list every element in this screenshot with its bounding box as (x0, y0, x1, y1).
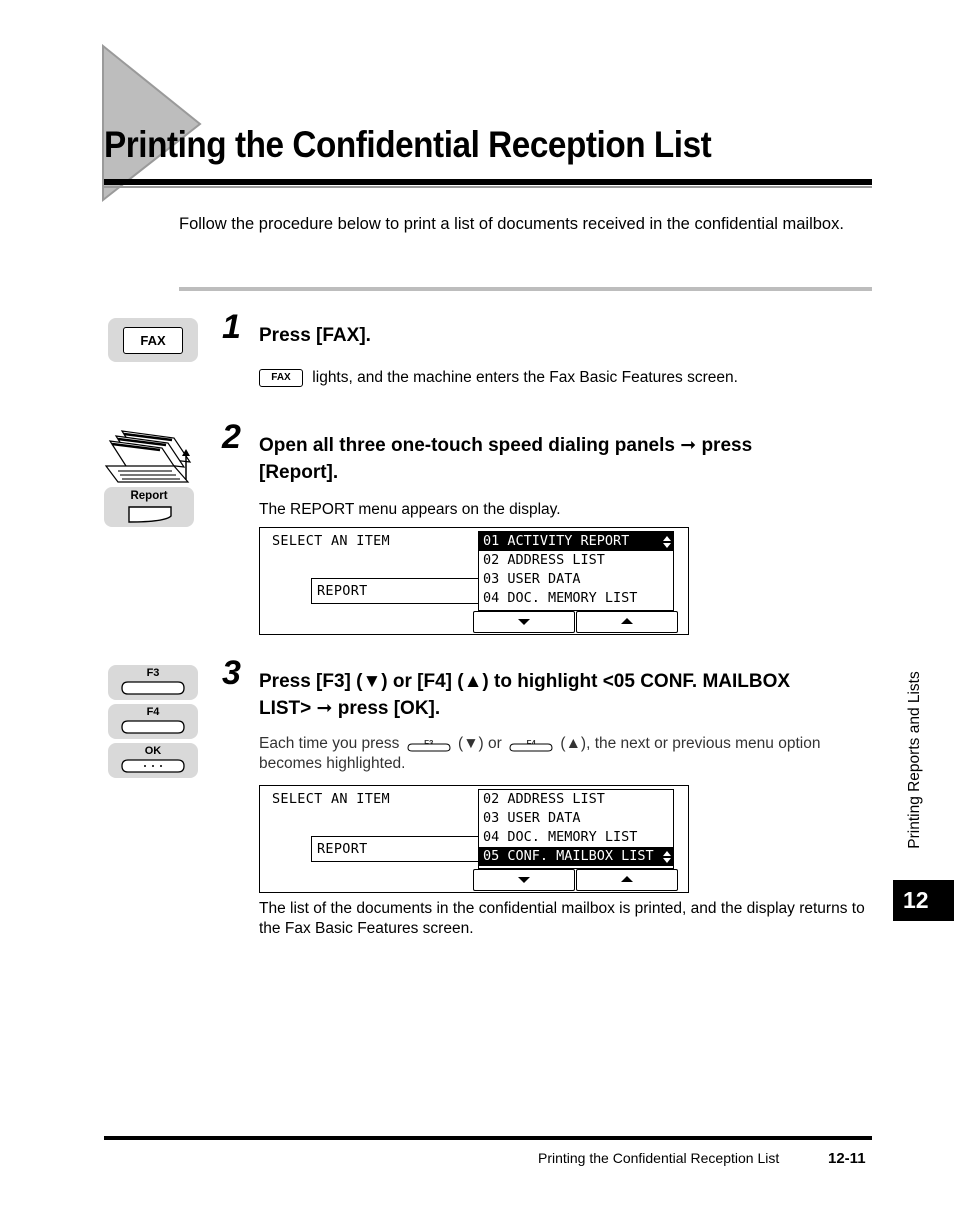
lcd-screen-report-menu (259, 527, 689, 635)
step-3-heading-b: LIST> (259, 698, 317, 719)
lcd-list-item[interactable]: 03 USER DATA (483, 571, 581, 587)
section-separator (179, 287, 872, 291)
f3-key-inline (404, 735, 454, 753)
f4-key-inline (506, 735, 556, 753)
report-key-label: Report (130, 490, 168, 502)
step-3-heading-c: press [OK]. (332, 698, 441, 719)
step-2-heading (259, 432, 859, 486)
step-1-number: 1 (222, 308, 241, 346)
title-rule (104, 179, 872, 185)
step-1-heading: Press [FAX]. (259, 325, 371, 346)
step-3-body (259, 734, 879, 774)
step-2-heading-a: Open all three one-touch speed dialing panels (259, 435, 681, 456)
step-3-body-d: becomes highlighted. (259, 755, 406, 772)
step-3-body-a: Each time you press (259, 735, 404, 752)
speed-dial-panels-icon (104, 426, 196, 484)
lcd-list-item[interactable]: 02 ADDRESS LIST (483, 552, 605, 568)
lcd-scroll-down-button[interactable] (473, 869, 575, 891)
step-3-heading (259, 668, 879, 722)
up-arrow-icon (621, 876, 633, 882)
f3-key-shape (120, 679, 186, 697)
up-arrow-icon (621, 618, 633, 624)
f3-key-illustration (108, 665, 198, 700)
page-title: Printing the Confidential Reception List (104, 124, 712, 165)
fax-key-illustration (108, 318, 198, 362)
step-2-number: 2 (222, 418, 241, 456)
lcd-list-item[interactable]: 05 CONF. MAILBOX LIST (479, 847, 673, 866)
step-2-body: The REPORT menu appears on the display. (259, 501, 561, 518)
fax-key: FAX (123, 327, 183, 354)
lcd-scroll-down-button[interactable] (473, 611, 575, 633)
lcd-screen-conf-mailbox (259, 785, 689, 893)
scroll-updown-icon (662, 535, 672, 549)
lcd-list-item[interactable]: 04 DOC. MEMORY LIST (483, 829, 638, 845)
lcd-report-field (311, 836, 481, 862)
ok-key-shape (120, 757, 186, 775)
footer-title: Printing the Confidential Reception List (538, 1150, 780, 1166)
arrow-icon: ➞ (316, 698, 333, 719)
step-2-heading-b: press (696, 435, 753, 456)
step-3-result: The list of the documents in the confidential mailbox is printed, and the display returns to the Fax Basic Features screen. (259, 900, 865, 937)
step-3-number: 3 (222, 654, 241, 692)
section-side-label: Printing Reports and Lists (906, 671, 923, 849)
lcd-report-field-text: REPORT (317, 583, 368, 599)
lcd-list-item[interactable]: 01 ACTIVITY REPORT (479, 532, 673, 551)
title-rule-shadow (104, 186, 872, 188)
lcd-report-list (478, 531, 674, 611)
ok-key-illustration (108, 743, 198, 778)
step-3-heading-a: Press [F3] (▼) or [F4] (▲) to highlight <05 CONF. MAILBOX (259, 671, 791, 692)
lcd-report-field (311, 578, 481, 604)
step-3-body-b: (▼) or (453, 735, 507, 752)
report-key-shape (127, 504, 173, 524)
footer-rule (104, 1136, 872, 1140)
lcd-report-list (478, 789, 674, 869)
f4-key-shape (120, 718, 186, 736)
chapter-tab: 12 (893, 880, 954, 921)
lcd-scroll-up-button[interactable] (576, 869, 678, 891)
step-2-heading-c: [Report]. (259, 462, 339, 483)
step-1-body (259, 368, 738, 388)
lcd-list-item[interactable]: 03 USER DATA (483, 810, 581, 826)
lcd-scroll-up-button[interactable] (576, 611, 678, 633)
down-arrow-icon (518, 877, 530, 883)
step-1-body-text: lights, and the machine enters the Fax Basic Features screen. (308, 369, 738, 386)
fax-key-inline: FAX (259, 369, 303, 387)
f4-key-illustration (108, 704, 198, 739)
lcd-list-item[interactable]: 04 DOC. MEMORY LIST (483, 590, 638, 606)
arrow-icon: ➞ (680, 435, 697, 456)
lcd-list-item[interactable]: 02 ADDRESS LIST (483, 791, 605, 807)
lcd-prompt: SELECT AN ITEM (272, 791, 390, 807)
page-number: 12-11 (828, 1150, 866, 1167)
report-key-illustration (104, 487, 194, 527)
ok-key-label: OK (144, 745, 162, 757)
down-arrow-icon (518, 619, 530, 625)
f3-key-label: F3 (146, 667, 160, 679)
lcd-report-field-text: REPORT (317, 841, 368, 857)
step-3-body-c: (▲), the next or previous menu option (556, 735, 821, 752)
scroll-updown-icon (662, 850, 672, 864)
lcd-prompt: SELECT AN ITEM (272, 533, 390, 549)
f4-key-label: F4 (146, 706, 160, 718)
intro-text: Follow the procedure below to print a list of documents received in the confidential mailbox. (179, 215, 844, 233)
